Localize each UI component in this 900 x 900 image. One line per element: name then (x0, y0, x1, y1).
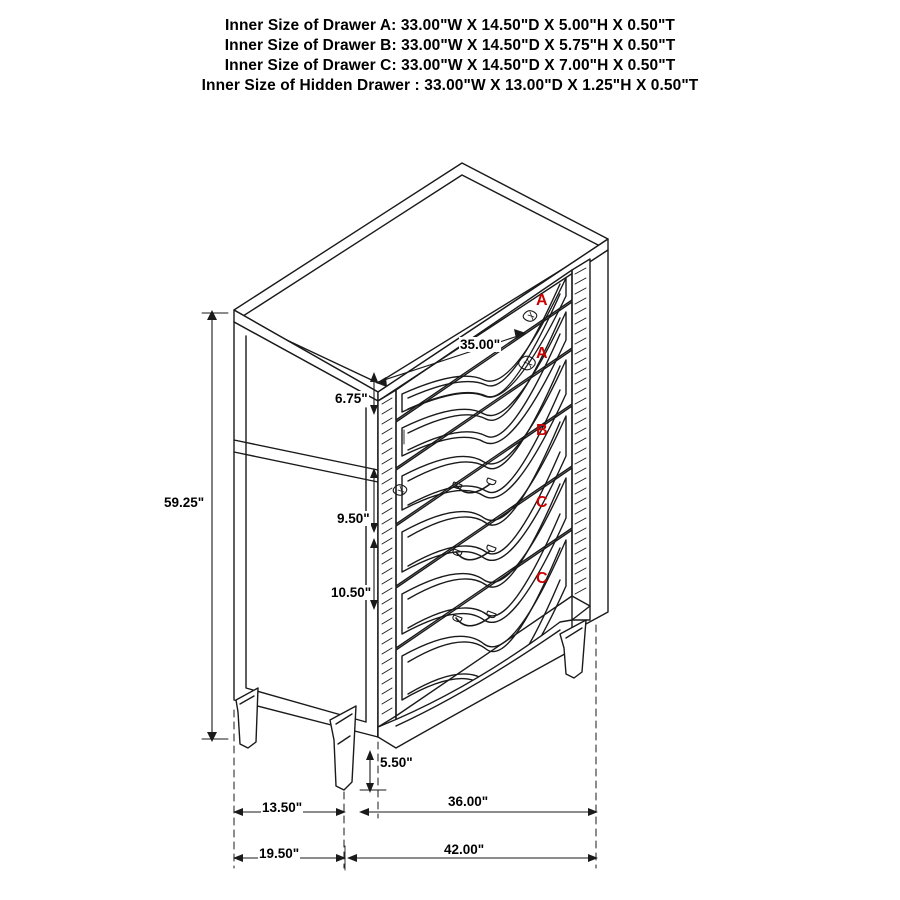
spec-line-drawer-c: Inner Size of Drawer C: 33.00"W X 14.50"D X 7.00"H X 0.50"T (224, 57, 676, 74)
dim-drawer-b-height: 9.50" (337, 511, 370, 526)
spec-line-hidden-drawer: Inner Size of Hidden Drawer : 33.00"W X 13.00"D X 1.25"H X 0.50"T (201, 77, 699, 94)
dim-drawer-c-height: 10.50" (331, 585, 372, 600)
drawer-letter-a-1: A (536, 292, 548, 309)
dim-drawer-front-width: 35.00" (460, 337, 501, 352)
spec-line-drawer-a: Inner Size of Drawer A: 33.00"W X 14.50"D X 5.00"H X 0.50"T (225, 17, 675, 34)
dim-drawer-a-height: 6.75" (335, 391, 368, 406)
drawer-letter-c-1: C (536, 494, 548, 511)
drawer-letter-b: B (536, 422, 548, 439)
drawer-letter-c-2: C (536, 570, 548, 587)
spec-line-drawer-b: Inner Size of Drawer B: 33.00"W X 14.50"D X 5.75"H X 0.50"T (224, 37, 676, 54)
dim-leg-height: 5.50" (380, 755, 413, 770)
dim-front-width-lower: 42.00" (444, 842, 485, 857)
drawer-letter-a-2: A (536, 345, 548, 362)
dim-front-width-upper: 36.00" (448, 794, 489, 809)
dim-side-depth-upper: 13.50" (262, 800, 303, 815)
dim-overall-height: 59.25" (164, 495, 205, 510)
chest-front-left-leg (330, 706, 356, 790)
dim-side-depth-lower: 19.50" (259, 846, 300, 861)
